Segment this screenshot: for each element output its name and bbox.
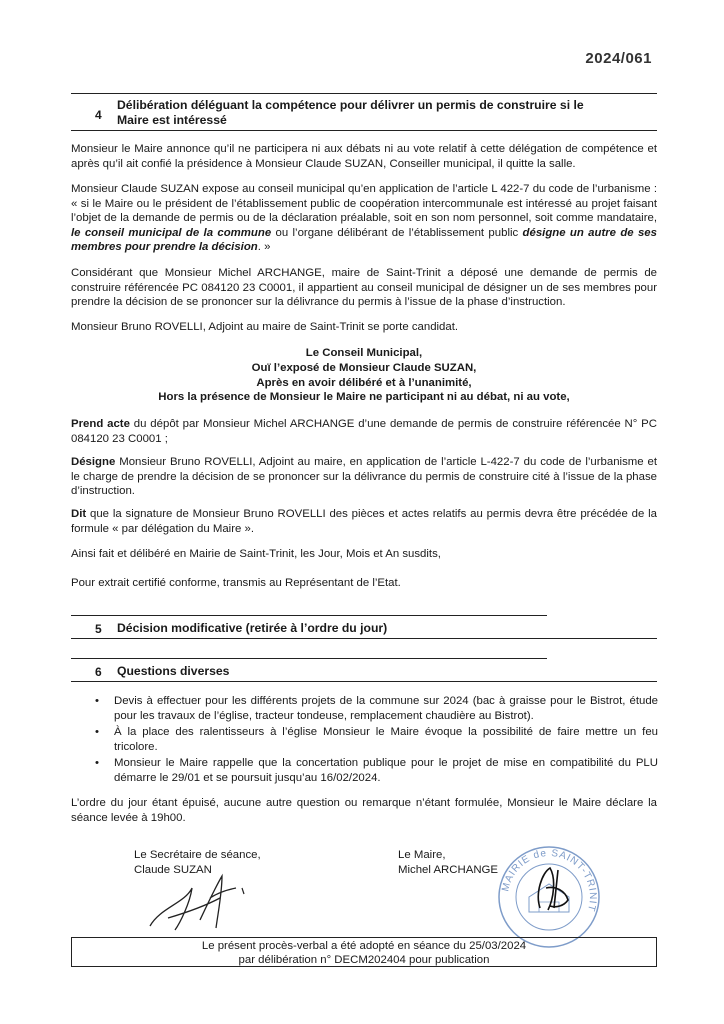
paragraph-designe	[71, 455, 657, 499]
paragraph-dit	[71, 507, 657, 536]
questions-list	[92, 694, 658, 788]
section-5-top-rule	[71, 615, 547, 616]
council-line-3: Après en avoir délibéré et à l’unanimité,	[256, 376, 472, 389]
stamp-text: MAIRIE de SAINT-TRINIT	[500, 847, 599, 914]
document-number: 2024/061	[585, 50, 652, 67]
section-5-number: 5	[95, 622, 102, 636]
dit-label: Dit	[71, 508, 87, 520]
section-4-title-line2: Maire est intéressé	[117, 113, 227, 127]
paragraph-ainsi-fait: Ainsi fait et délibéré en Mairie de Saint-Trinit, les Jour, Mois et An susdits,	[71, 548, 441, 560]
mayor-name: Michel ARCHANGE	[398, 863, 499, 876]
section-5-bottom-rule	[71, 638, 657, 639]
section-4-number: 4	[95, 108, 102, 122]
section-4-title	[117, 98, 657, 128]
section-6-top-rule	[71, 658, 547, 659]
list-item: • À la place des ralentisseurs à l’église Monsieur le Maire évoque la possibilité de faire mettre un feu tricolore.	[92, 725, 658, 754]
paragraph-considerant: Considérant que Monsieur Michel ARCHANGE, maire de Saint-Trinit a déposé une demande de permis de construire référencée PC 084120 23 C0001, il appartient au conseil municipal de désigner un de ses membres pour prendre la décision de se prononcer sur la délivrance du permis à l’issue de la phase d’instruction.	[71, 267, 657, 309]
prend-acte-label: Prend acte	[71, 418, 130, 430]
list-item: • Devis à effectuer pour les différents projets de la commune sur 2024 (bac à graisse pour le Bistrot, étude pour les travaux de l’église, tracteur tondeuse, remplacement chaudière au Bistrot).	[92, 694, 658, 723]
article-text-part3: . »	[257, 241, 271, 254]
dit-text: que la signature de Monsieur Bruno ROVELLI des pièces et actes relatifs au permis devra être précédée de la formule « par délégation du Maire ».	[71, 508, 657, 535]
section-4-top-rule	[71, 93, 657, 94]
mayor-title: Le Maire,	[398, 849, 446, 861]
article-text-emphasis2: désigne un autre de ses membres pour prendre la décision	[71, 226, 657, 254]
council-line-2: Ouï l’exposé de Monsieur Claude SUZAN,	[251, 361, 477, 374]
secretary-name: Claude SUZAN	[134, 863, 212, 876]
designe-text: Monsieur Bruno ROVELLI, Adjoint au maire, en application de l’article L-422-7 du code de l’urbanisme et le charge de prendre la décision de se prononcer sur la délivrance du permis de construire cité à l’issue de la phase d’instruction.	[71, 456, 657, 498]
article-text-part1: Monsieur Claude SUZAN expose au conseil municipal qu’en application de l’article L 422-7 du code de l’urbanisme : « si le Maire ou le président de l’établissement public de coopération intercommunale est intéressé au projet faisant l’objet de la demande de permis ou de la déclaration préalable, soit en son nom personnel, soit comme mandataire,	[71, 183, 657, 225]
mayor-signature-block	[398, 848, 498, 877]
prend-acte-text: du dépôt par Monsieur Michel ARCHANGE d’une demande de permis de construire référencée N° PC 084120 23 C0001 ;	[71, 418, 657, 445]
section-4-title-line1: Délibération déléguant la compétence pour délivrer un permis de construire si le	[117, 98, 584, 112]
paragraph-candidate: Monsieur Bruno ROVELLI, Adjoint au maire de Saint-Trinit se porte candidat.	[71, 321, 459, 333]
section-6-number: 6	[95, 665, 102, 679]
paragraph-president-handover: Monsieur le Maire annonce qu’il ne participera ni aux débats ni au vote relatif à cette délégation de compétence et après qu’il ait confié la présidence à Monsieur Claude SUZAN, Conseiller municipal, il quitte la salle.	[71, 143, 657, 170]
paragraph-closing: L’ordre du jour étant épuisé, aucune autre question ou remarque n’étant formulée, Monsieur le Maire déclare la séance levée à 19h00.	[71, 797, 657, 824]
paragraph-article-exposition	[71, 182, 657, 255]
section-4-bottom-rule	[71, 130, 657, 131]
footer-line-1: Le présent procès-verbal a été adopté en séance du 25/03/2024	[201, 940, 527, 952]
section-5-title: Décision modificative (retirée à l’ordre du jour)	[117, 621, 388, 635]
council-line-1: Le Conseil Municipal,	[305, 347, 423, 359]
council-resolution-block	[71, 346, 657, 405]
secretary-handwritten-signature	[130, 868, 270, 938]
secretary-title: Le Secrétaire de séance,	[134, 849, 261, 861]
footer-line-2: par délibération n° DECM202404 pour publication	[238, 954, 490, 966]
article-text-part2: ou l’organe délibérant de l’établissement public	[271, 226, 523, 239]
list-item: • Monsieur le Maire rappelle que la concertation publique pour le projet de mise en compatibilité du PLU démarre le 29/01 et se poursuit jusqu’au 16/02/2024.	[92, 756, 658, 785]
mayor-handwritten-signature	[520, 858, 580, 918]
designe-label: Désigne	[71, 456, 116, 468]
adoption-footer	[71, 937, 657, 967]
section-6-title: Questions diverses	[117, 664, 230, 678]
section-6-bottom-rule	[71, 681, 657, 682]
paragraph-pour-extrait: Pour extrait certifié conforme, transmis au Représentant de l’Etat.	[71, 577, 401, 589]
council-line-4: Hors la présence de Monsieur le Maire ne participant ni au débat, ni au vote,	[158, 391, 570, 404]
article-text-emphasis1: le conseil municipal de la commune	[71, 226, 272, 239]
paragraph-prend-acte	[71, 417, 657, 446]
